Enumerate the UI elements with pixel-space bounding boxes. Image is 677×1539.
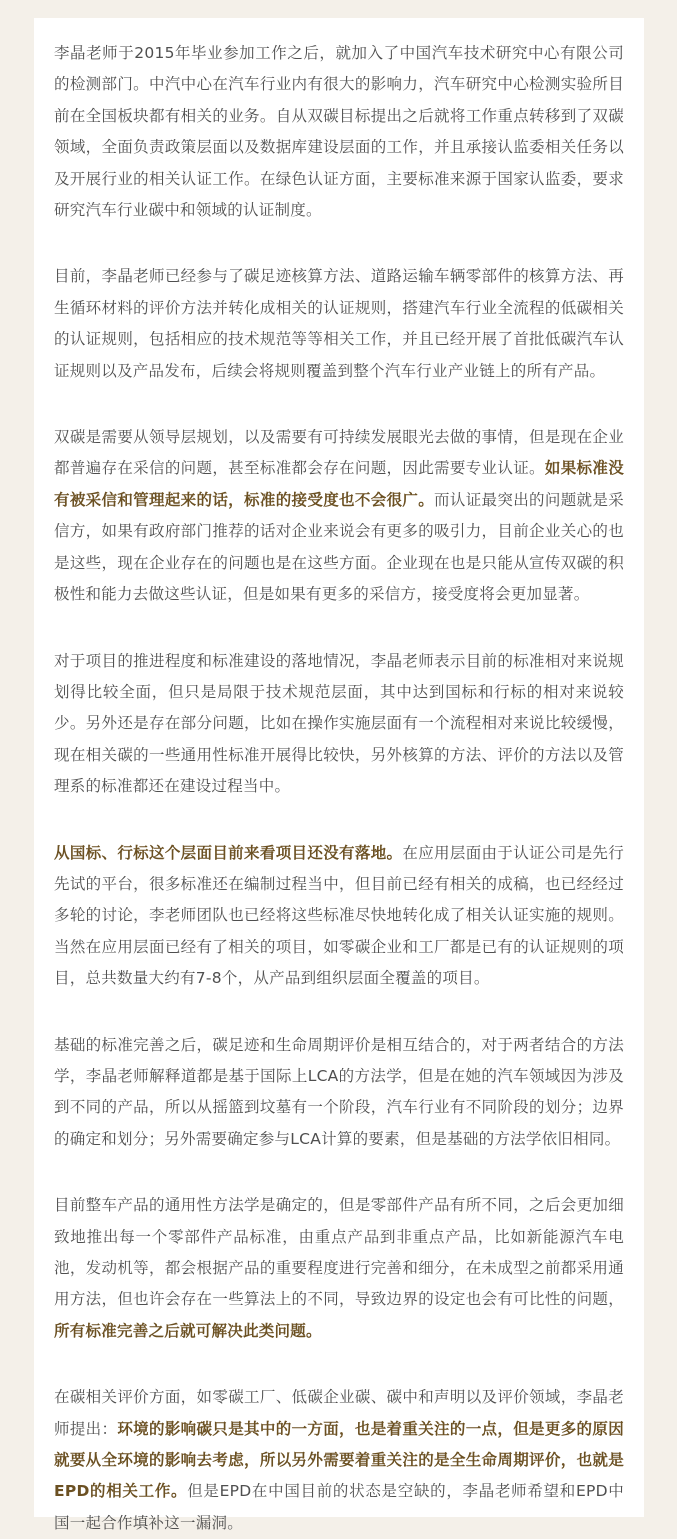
paragraph-epd-evaluation	[54, 1382, 624, 1539]
text-run: 基础的标准完善之后，碳足迹和生命周期评价是相互结合的，对于两者结合的方法学，李晶老师解释道都是基于国际上LCA的方法学，但是在她的汽车领域因为涉及到不同的产品，所以从摇篮到坟墓有一个阶段，汽车行业有不同阶段的划分；边界的确定和划分；另外需要确定参与LCA计算的要素，但是基础的方法学依旧相同。	[54, 1035, 624, 1148]
text-run: 对于项目的推进程度和标准建设的落地情况，李晶老师表示目前的标准相对来说规划得比较全面，但只是局限于技术规范层面，其中达到国标和行标的相对来说较少。另外还是存在部分问题，比如在操作实施层面有一个流程相对来说比较缓慢，现在相关碳的一些通用性标准开展得比较快，另外核算的方法、评价的方法以及管理系的标准都还在建设过程当中。	[54, 651, 624, 796]
text-run: 目前，李晶老师已经参与了碳足迹核算方法、道路运输车辆零部件的核算方法、再生循环材料的评价方法并转化成相关的认证规则，搭建汽车行业全流程的低碳相关的认证规则，包括相应的技术规范等等相关工作，并且已经开展了首批低碳汽车认证规则以及产品发布，后续会将规则覆盖到整个汽车行业产业链上的所有产品。	[54, 267, 624, 380]
article-card	[34, 18, 644, 1532]
paragraph-certification-issues	[54, 422, 624, 610]
paragraph-lca-methodology	[54, 1030, 624, 1156]
paragraph-implementation	[54, 838, 624, 995]
paragraph-career	[54, 38, 624, 226]
text-run: 双碳是需要从领导层规划，以及需要有可持续发展眼光去做的事情，但是现在企业都普遍存在采信的问题，甚至标准都会存在问题，因此需要专业认证。	[54, 428, 624, 478]
paragraph-current-work	[54, 261, 624, 387]
text-run: 在应用层面由于认证公司是先行先试的平台，很多标准还在编制过程当中，但目前已经有相关的成稿，也已经经过多轮的讨论，李老师团队也已经将这些标准尽快地转化成了相关认证实施的规则。当然在应用层面已经有了相关的项目，如零碳企业和工厂都是已有的认证规则的项目，总共数量大约有7-8个，从产品到组织层面全覆盖的项目。	[54, 843, 624, 988]
paragraph-parts-standards	[54, 1190, 624, 1347]
emphasis-text: 环境的影响碳只是其中的一方面，也是着重关注的一点，但是更多的原因就要从全环境的影响去考虑，所以另外需要着重关注的是全生命周期评价，也就是EPD的相关工作。	[54, 1419, 624, 1501]
text-run: 李晶老师于2015年毕业参加工作之后，就加入了中国汽车技术研究中心有限公司的检测部门。中汽中心在汽车行业内有很大的影响力，汽车研究中心检测实验所目前在全国板块都有相关的业务。自从双碳目标提出之后就将工作重点转移到了双碳领域，全面负责政策层面以及数据库建设层面的工作，并且承接认监委相关任务以及开展行业的相关认证工作。在绿色认证方面，主要标准来源于国家认监委，要求研究汽车行业碳中和领域的认证制度。	[54, 44, 624, 220]
text-run: 但是EPD在中国目前的状态是空缺的，李晶老师希望和EPD中国一起合作填补这一漏洞。	[54, 1482, 624, 1532]
emphasis-text: 所有标准完善之后就可解决此类问题。	[54, 1321, 322, 1340]
emphasis-text: 从国标、行标这个层面目前来看项目还没有落地。	[54, 843, 403, 862]
text-run: 而认证最突出的问题就是采信方，如果有政府部门推荐的话对企业来说会有更多的吸引力，目前企业关心的也是这些，现在企业存在的问题也是在这些方面。企业现在也是只能从宣传双碳的积极性和能力去做这些认证，但是如果有更多的采信方，接受度将会更加显著。	[54, 490, 624, 604]
text-run: 在碳相关评价方面，如零碳工厂、低碳企业碳、碳中和声明以及评价领域，李晶老师提出：	[54, 1388, 624, 1438]
text-run: 目前整车产品的通用性方法学是确定的，但是零部件产品有所不同，之后会更加细致地推出每一个零部件产品标准，由重点产品到非重点产品，比如新能源汽车电池，发动机等，都会根据产品的重要程度进行完善和细分，在未成型之前都采用通用方法，但也许会存在一些算法上的不同，导致边界的设定也会有可比性的问题，	[54, 1196, 624, 1309]
emphasis-text: 如果标准没有被采信和管理起来的话，标准的接受度也不会很广。	[54, 459, 624, 509]
paragraph-standard-progress	[54, 646, 624, 803]
